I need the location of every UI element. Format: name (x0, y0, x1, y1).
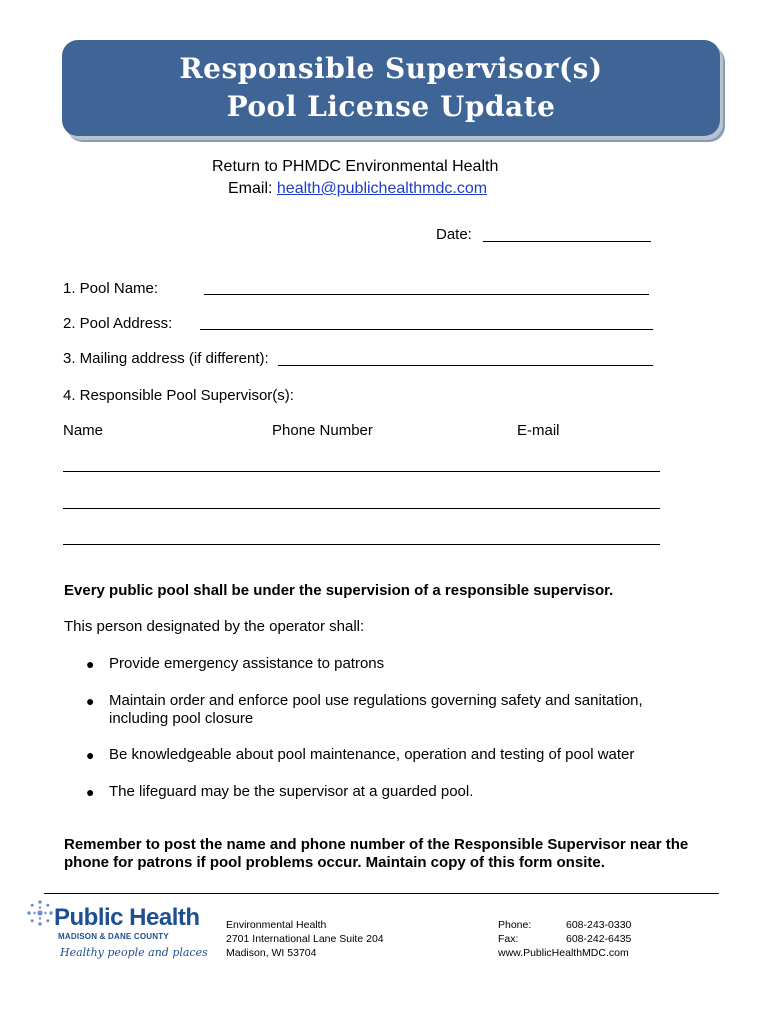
footer-phone: 608-243-0330 (566, 919, 632, 931)
email-link[interactable]: health@publichealthmdc.com (276, 180, 488, 197)
footer-address-line-3: Madison, WI 53704 (226, 947, 317, 959)
footer-address-line-2: 2701 International Lane Suite 204 (226, 933, 384, 945)
pool-name-label: 1. Pool Name: (63, 280, 159, 297)
supervisor-row-1-field[interactable] (63, 471, 660, 472)
pool-address-label: 2. Pool Address: (63, 315, 173, 332)
email-line (228, 180, 487, 198)
reminder-line-1: Remember to post the name and phone number of the Responsible Supervisor near the (64, 836, 689, 853)
return-to-text: Return to PHMDC Environmental Health (212, 158, 499, 175)
bullet-icon: ● (86, 747, 95, 763)
footer-website[interactable]: www.PublicHealthMDC.com (498, 947, 629, 959)
footer-address-line-1: Environmental Health (226, 919, 327, 931)
logo-name: Public Health (54, 904, 200, 931)
bullet-item-4: The lifeguard may be the supervisor at a guarded pool. (109, 783, 474, 800)
footer-phone-label: Phone: (498, 919, 532, 931)
logo-tagline: Healthy people and places (60, 946, 208, 959)
col-header-phone: Phone Number (272, 422, 373, 439)
mailing-address-label: 3. Mailing address (if different): (63, 350, 269, 367)
footer-fax: 608-242-6435 (566, 933, 632, 945)
pool-address-field[interactable] (200, 329, 653, 330)
footer-fax-label: Fax: (498, 933, 519, 945)
sunburst-logo-icon (26, 898, 54, 928)
bullet-item-2-line-2: including pool closure (109, 710, 254, 727)
date-field[interactable] (483, 241, 651, 242)
mailing-address-field[interactable] (278, 365, 653, 366)
reminder-line-2: phone for patrons if pool problems occur. Maintain copy of this form onsite. (64, 854, 605, 871)
date-label: Date: (436, 226, 472, 243)
supervisors-label: 4. Responsible Pool Supervisor(s): (63, 387, 294, 404)
supervisor-row-3-field[interactable] (63, 544, 660, 545)
intro-text: This person designated by the operator shall: (64, 618, 365, 635)
bullet-icon: ● (86, 693, 95, 709)
col-header-name: Name (63, 422, 104, 439)
email-label: Email: (228, 180, 277, 197)
logo-subtitle: MADISON & DANE COUNTY (58, 932, 169, 941)
col-header-email: E-mail (517, 422, 560, 439)
title-line-2: Pool License Update (226, 90, 556, 123)
supervision-notice: Every public pool shall be under the supervision of a responsible supervisor. (64, 582, 614, 599)
bullet-icon: ● (86, 784, 95, 800)
bullet-item-2-line-1: Maintain order and enforce pool use regulations governing safety and sanitation, (109, 692, 643, 709)
supervisor-row-2-field[interactable] (63, 508, 660, 509)
footer-divider (44, 893, 719, 894)
bullet-icon: ● (86, 656, 95, 672)
pool-name-field[interactable] (204, 294, 649, 295)
title-banner (62, 40, 720, 136)
bullet-item-1: Provide emergency assistance to patrons (109, 655, 385, 672)
bullet-item-3: Be knowledgeable about pool maintenance, operation and testing of pool water (109, 746, 635, 763)
title-line-1: Responsible Supervisor(s) (179, 52, 603, 85)
